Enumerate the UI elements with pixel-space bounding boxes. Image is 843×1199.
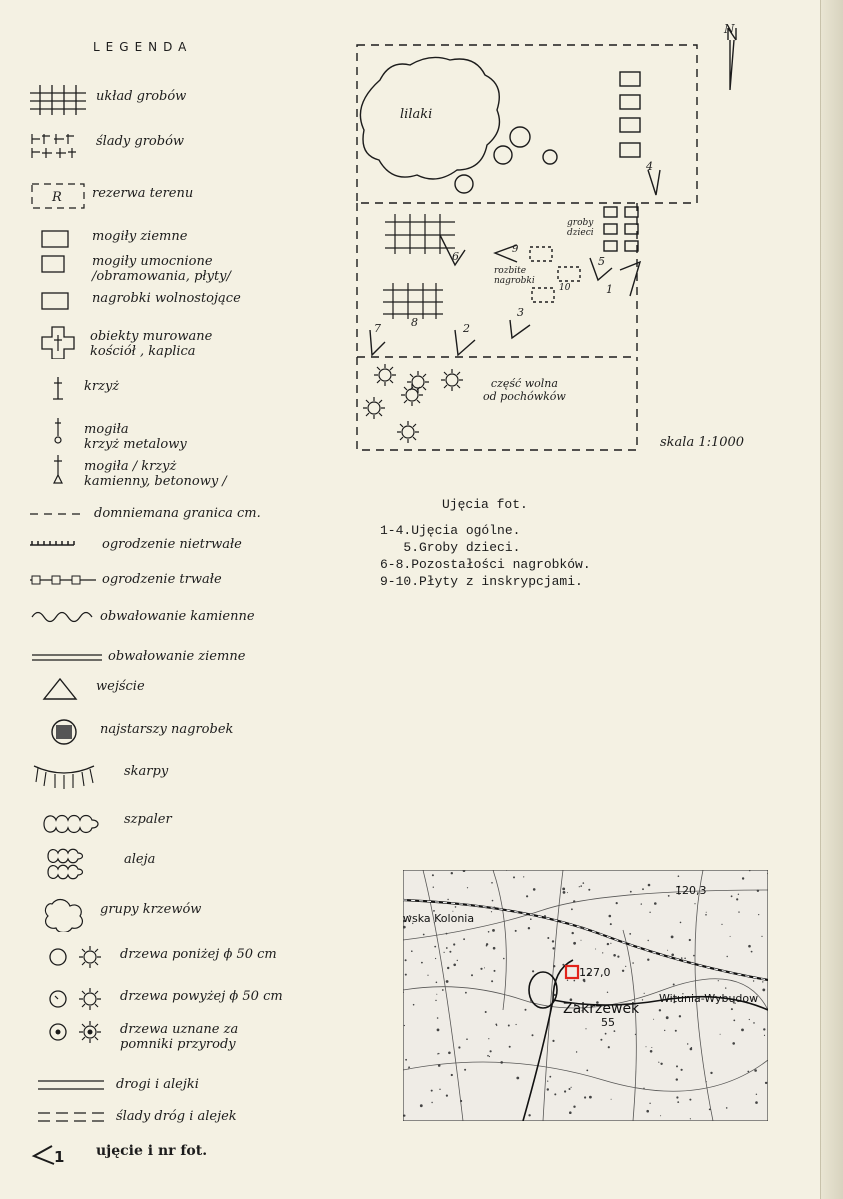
map-witunia: Witunia-Wybudow	[659, 992, 759, 1005]
legend-item-obw-kamienne	[28, 605, 328, 639]
legend-title: LEGENDA	[93, 40, 193, 54]
legend-label: domniemana granica cm.	[94, 506, 261, 521]
legend-label: ślady dróg i alejek	[116, 1109, 237, 1124]
photo-number-10: 10	[559, 283, 571, 293]
legend-label: obwałowanie kamienne	[100, 609, 255, 624]
legend-label: nagrobki wolnostojące	[92, 291, 241, 306]
legend-symbol-obw-ziemne	[28, 645, 118, 679]
groby-dzieci-label: groby dzieci	[567, 218, 594, 238]
map-elevation-2: 127,0	[579, 966, 611, 979]
legend-label: układ grobów	[96, 89, 187, 104]
legend-item-krzewy	[28, 898, 328, 932]
legend-item-szpaler	[28, 808, 328, 842]
scale-label: skala 1:1000	[660, 435, 745, 450]
photo-item: 6-8.Pozostałości nagrobków.	[380, 557, 591, 572]
legend-label: drogi i alejki	[116, 1077, 199, 1092]
legend-label: obiekty murowane kościół , kaplica	[90, 329, 213, 359]
photo-number-1: 1	[606, 283, 613, 296]
legend-label: mogiły umocnione /obramowania, płyty/	[92, 254, 231, 284]
legend-symbol-skarpy	[28, 760, 118, 794]
photo-item: 1-4.Ujęcia ogólne.	[380, 523, 521, 538]
legend-symbol-drzewa-powyzej	[28, 985, 118, 1019]
legend-item-ogr-trwale	[28, 568, 328, 602]
czesc-wolna-label: część wolna od pochówków	[483, 377, 566, 403]
svg-text:1: 1	[54, 1148, 65, 1166]
legend-item-ogr-nietrwale	[28, 533, 328, 567]
legend-item-skarpy	[28, 760, 328, 794]
legend-symbol-szpaler	[28, 808, 118, 842]
legend-label: grupy krzewów	[100, 902, 202, 917]
photo-number-8: 8	[411, 316, 418, 329]
photo-number-4: 4	[646, 160, 653, 173]
svg-text:R: R	[52, 190, 62, 205]
photo-number-2: 2	[463, 322, 470, 335]
tree-symbol	[374, 364, 396, 386]
legend-symbol-aleja	[28, 848, 118, 882]
legend-item-ujecie	[28, 1140, 328, 1174]
photo-item: 9-10.Płyty z inskrypcjami.	[380, 574, 583, 589]
legend-item-obw-ziemne	[28, 645, 328, 679]
legend-item-drzewa-pomniki	[28, 1018, 328, 1052]
legend-label: mogiły ziemne	[92, 229, 188, 244]
north-label: N	[724, 22, 735, 36]
legend-item-wejscie	[28, 675, 328, 709]
legend-label: krzyż	[84, 379, 120, 394]
tree-symbol	[441, 369, 463, 391]
legend-label: drzewa uznane za pomniki przyrody	[120, 1022, 239, 1052]
photo-item: 5.Groby dzieci.	[380, 540, 521, 555]
legend-symbol-drzewa-pomniki	[28, 1018, 118, 1052]
legend-item-drzewa-powyzej	[28, 985, 328, 1019]
legend-label: ślady grobów	[96, 134, 185, 149]
legend-item-najstarszy	[28, 718, 328, 752]
legend-symbol-drogi	[28, 1073, 118, 1107]
legend-symbol-drzewa-ponizej	[28, 943, 118, 977]
map-zakrzewek: Zakrzewek	[563, 1001, 640, 1017]
tree-symbol	[363, 397, 385, 419]
legend-item-drogi	[28, 1073, 328, 1107]
legend-label: ujęcie i nr fot.	[96, 1143, 208, 1159]
map-kolonia: wska Kolonia	[403, 912, 475, 925]
legend-label: mogiła / krzyż kamienny, betonowy /	[84, 459, 227, 489]
legend-label: rezerwa terenu	[92, 186, 194, 201]
legend-item-drzewa-ponizej	[28, 943, 328, 977]
legend-label: szpaler	[124, 812, 172, 827]
photo-number-3: 3	[517, 306, 524, 319]
photo-number-9: 9	[512, 244, 519, 255]
legend-label: ogrodzenie trwałe	[102, 572, 222, 587]
tree-symbol	[401, 384, 423, 406]
photos-list	[380, 522, 591, 590]
legend-label: mogiła krzyż metalowy	[84, 422, 187, 452]
legend-item-slady-drog	[28, 1105, 328, 1139]
legend-label: ogrodzenie nietrwałe	[102, 537, 242, 552]
legend-symbol-slady-drog	[28, 1105, 118, 1139]
tree-symbol	[397, 421, 419, 443]
photo-number-5: 5	[598, 255, 605, 268]
legend-label: drzewa poniżej ϕ 50 cm	[120, 947, 277, 962]
legend-label: obwałowanie ziemne	[108, 649, 246, 664]
photo-number-6: 6	[452, 250, 459, 263]
legend-label: najstarszy nagrobek	[100, 722, 234, 737]
legend-label: wejście	[96, 679, 145, 694]
legend-label: skarpy	[124, 764, 169, 779]
rozbite-label: rozbite nagrobki	[494, 266, 535, 286]
legend-label: drzewa powyżej ϕ 50 cm	[120, 989, 283, 1004]
photo-number-7: 7	[374, 322, 381, 335]
map-number-55: 55	[601, 1016, 615, 1029]
lilaki-label: lilaki	[400, 107, 433, 122]
legend-label: aleja	[124, 852, 156, 867]
legend-item-aleja	[28, 848, 328, 882]
photos-title: Ujęcia fot.	[442, 497, 528, 512]
location-map	[403, 870, 768, 1121]
map-elevation-1: 120,3	[675, 884, 707, 897]
